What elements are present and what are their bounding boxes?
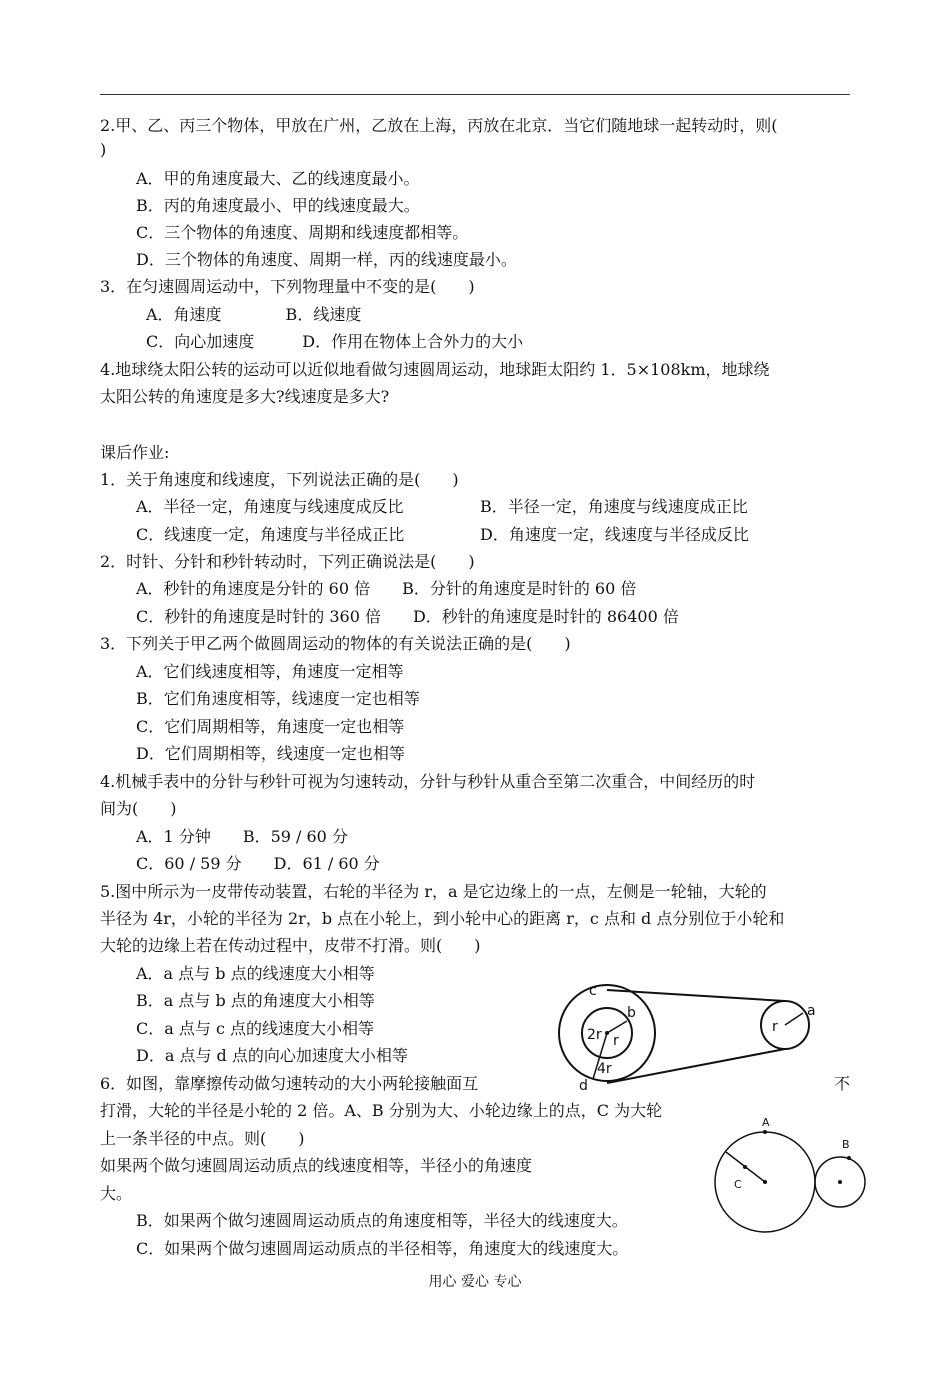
h5-option-a: A．a 点与 b 点的线速度大小相等 bbox=[136, 964, 375, 983]
q2-option-d: D．三个物体的角速度、周期一样，丙的线速度最小。 bbox=[136, 250, 517, 269]
belt-bottom bbox=[607, 1049, 785, 1083]
q3-options-row2: C．向心加速度 D．作用在物体上合外力的大小 bbox=[146, 332, 524, 351]
h4-options-row2: C．60 / 59 分 D．61 / 60 分 bbox=[136, 854, 380, 873]
label-2r: 2r bbox=[587, 1027, 602, 1043]
h5-line2: 半径为 4r，小轮的半径为 2r，b 点在小轮上，到小轮中心的距离 r，c 点和 d 点分别位于小轮和 bbox=[100, 909, 785, 928]
h3-option-b: B．它们角速度相等，线速度一定也相等 bbox=[136, 689, 420, 708]
h1-option-a: A．半径一定，角速度与线速度成反比 bbox=[136, 497, 404, 516]
h3-option-a: A．它们线速度相等，角速度一定相等 bbox=[136, 662, 404, 681]
point-a-dot bbox=[763, 1130, 767, 1134]
h2-options-row1: A．秒针的角速度是分针的 60 倍 B．分针的角速度是时针的 60 倍 bbox=[136, 579, 637, 598]
q2-stem-line1: 2.甲、乙、丙三个物体，甲放在广州，乙放在上海，丙放在北京．当它们随地球一起转动时，则( bbox=[100, 116, 778, 135]
center-dot bbox=[605, 1031, 609, 1035]
header-rule bbox=[100, 94, 850, 95]
h5-option-d: D．a 点与 d 点的向心加速度大小相等 bbox=[136, 1046, 408, 1065]
large-center-dot bbox=[763, 1180, 767, 1184]
h3-option-d: D．它们周期相等，线速度一定也相等 bbox=[136, 744, 405, 763]
h2-stem: 2．时针、分针和秒针转动时，下列正确说法是( ) bbox=[100, 552, 475, 571]
h5-option-c: C．a 点与 c 点的线速度大小相等 bbox=[136, 1019, 375, 1038]
h6-line1: 6．如图，靠摩擦传动做匀速转动的大小两轮接触面互 bbox=[100, 1074, 479, 1093]
point-c-dot bbox=[743, 1165, 747, 1169]
h6-line3: 上一条半径的中点。则( ) bbox=[100, 1129, 305, 1148]
point-b-dot bbox=[847, 1156, 851, 1160]
h1-option-c: C．线速度一定，角速度与半径成正比 bbox=[136, 525, 405, 544]
label-4r: 4r bbox=[597, 1061, 612, 1077]
h5-line1: 5.图中所示为一皮带传动装置，右轮的半径为 r，a 是它边缘上的一点，左侧是一轮轴，大轮的 bbox=[100, 882, 767, 901]
h1-stem: 1．关于角速度和线速度，下列说法正确的是( ) bbox=[100, 470, 459, 489]
h1-option-d: D．角速度一定，线速度与半径成反比 bbox=[480, 525, 749, 544]
q2-option-a: A．甲的角速度最大、乙的线速度最小。 bbox=[136, 169, 420, 188]
q2-option-c: C．三个物体的角速度、周期和线速度都相等。 bbox=[136, 223, 469, 242]
q3-stem: 3．在匀速圆周运动中，下列物理量中不变的是( ) bbox=[100, 277, 475, 296]
h6-option-c: C．如果两个做匀速圆周运动质点的半径相等，角速度大的线速度大。 bbox=[136, 1239, 629, 1258]
label-a: a bbox=[807, 1003, 816, 1019]
belt-drive-figure bbox=[555, 965, 830, 1095]
h4-options-row1: A．1 分钟 B．59 / 60 分 bbox=[136, 827, 348, 846]
h6-line2: 打滑，大轮的半径是小轮的 2 倍。A、B 分别为大、小轮边缘上的点，C 为大轮 bbox=[100, 1101, 663, 1120]
q2-stem-line2: ) bbox=[100, 140, 107, 159]
h5-option-b: B．a 点与 b 点的角速度大小相等 bbox=[136, 991, 375, 1010]
label-r-left: r bbox=[613, 1033, 619, 1049]
h6-line4: 如果两个做匀速圆周运动质点的线速度相等，半径小的角速度 bbox=[100, 1156, 533, 1175]
label-C: C bbox=[734, 1178, 742, 1191]
q3-options-row1: A．角速度 B．线速度 bbox=[146, 305, 362, 324]
label-d: d bbox=[579, 1078, 588, 1094]
label-B: B bbox=[842, 1138, 850, 1151]
q4-line2: 太阳公转的角速度是多大?线速度是多大? bbox=[100, 387, 390, 406]
h6-line1-end: 不 bbox=[833, 1074, 850, 1093]
h4-line1: 4.机械手表中的分针与秒针可视为匀速转动，分针与秒针从重合至第二次重合，中间经历的时 bbox=[100, 772, 756, 791]
belt-top bbox=[607, 990, 785, 1001]
page-footer: 用心 爱心 专心 bbox=[428, 1274, 522, 1290]
q4-line1: 4.地球绕太阳公转的运动可以近似地看做匀速圆周运动，地球距太阳约 1．5×108km，地球绕 bbox=[100, 360, 770, 379]
label-r-right: r bbox=[772, 1019, 778, 1035]
h3-option-c: C．它们周期相等，角速度一定也相等 bbox=[136, 717, 405, 736]
radius-r-right bbox=[785, 1013, 803, 1025]
homework-title: 课后作业: bbox=[100, 443, 170, 462]
h6-line5: 大。 bbox=[100, 1184, 133, 1203]
h2-options-row2: C．秒针的角速度是时针的 360 倍 D．秒针的角速度是时针的 86400 倍 bbox=[136, 607, 679, 626]
radius-r-left bbox=[607, 1021, 627, 1033]
h3-stem: 3．下列关于甲乙两个做圆周运动的物体的有关说法正确的是( ) bbox=[100, 634, 571, 653]
label-b: b bbox=[627, 1005, 636, 1021]
small-center-dot bbox=[838, 1180, 842, 1184]
h6-option-b: B．如果两个做匀速圆周运动质点的角速度相等，半径大的线速度大。 bbox=[136, 1211, 628, 1230]
q2-option-b: B．丙的角速度最小、甲的线速度最大。 bbox=[136, 196, 420, 215]
h4-line2: 间为( ) bbox=[100, 799, 177, 818]
h1-option-b: B．半径一定，角速度与线速度成正比 bbox=[480, 497, 748, 516]
label-c: c bbox=[589, 983, 597, 999]
h5-line3: 大轮的边缘上若在传动过程中，皮带不打滑。则( ) bbox=[100, 936, 481, 955]
label-A: A bbox=[762, 1116, 770, 1129]
friction-wheels-figure bbox=[712, 1112, 872, 1242]
